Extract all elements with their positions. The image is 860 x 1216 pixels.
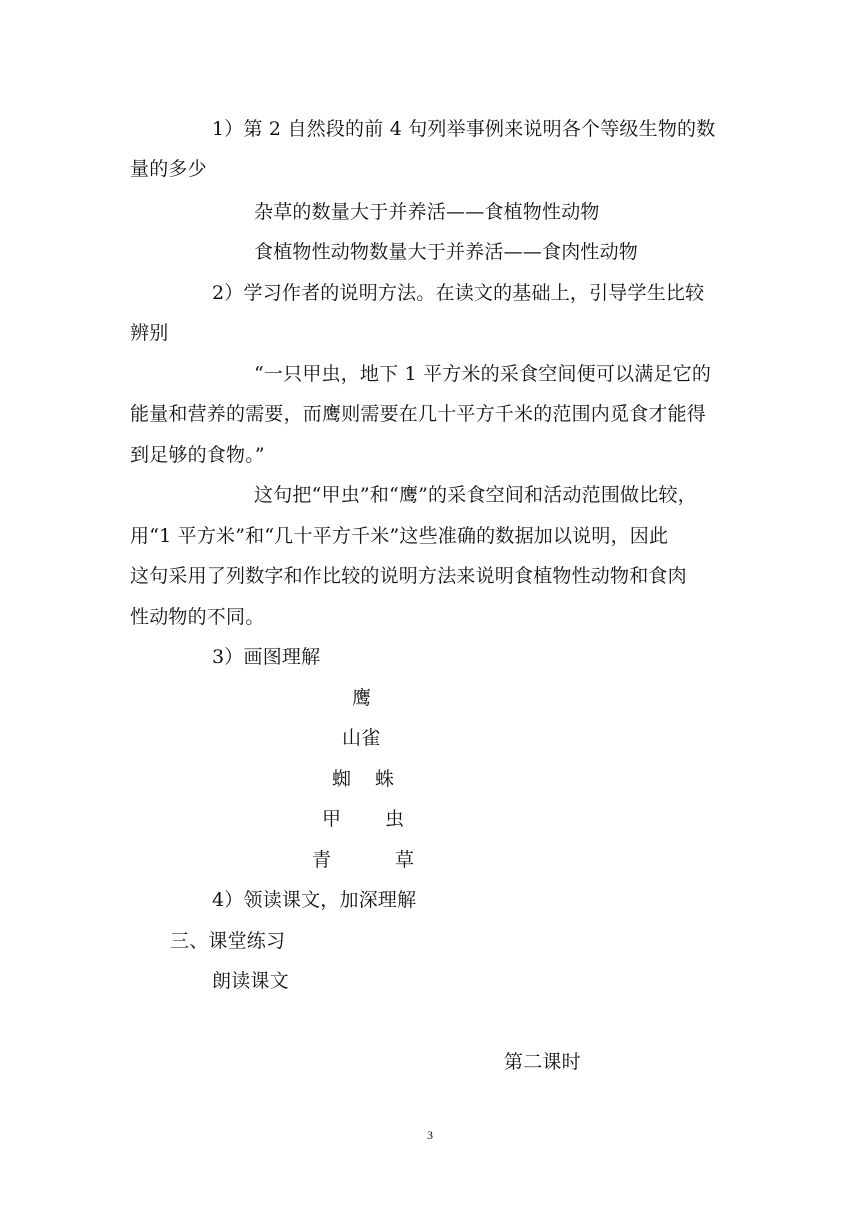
paragraph-2-line-2: 辨别 — [130, 322, 169, 344]
analysis-line-2: 用“1 平方米”和“几十平方千米”这些准确的数据加以说明，因此 — [130, 525, 669, 547]
paragraph-2-line-1: 2）学习作者的说明方法。在读文的基础上，引导学生比较 — [212, 282, 705, 304]
paragraph-1-line-2: 量的多少 — [130, 158, 207, 180]
pyramid-level-5-left: 青 — [312, 849, 332, 871]
pyramid-level-4-right: 虫 — [385, 808, 405, 830]
analysis-line-1: 这句把“甲虫”和“鹰”的采食空间和活动范围做比较， — [254, 484, 697, 506]
example-line-2: 食植物性动物数量大于并养活——食肉性动物 — [254, 241, 639, 263]
pyramid-level-1: 鹰 — [352, 687, 372, 709]
pyramid-level-2: 山雀 — [342, 727, 381, 749]
paragraph-4-heading: 4）领读课文，加深理解 — [212, 889, 417, 911]
pyramid-level-5-right: 草 — [395, 849, 415, 871]
paragraph-1-line-1: 1）第 2 自然段的前 4 句列举事例来说明各个等级生物的数 — [212, 118, 716, 140]
section-heading: 三、课堂练习 — [170, 930, 286, 952]
analysis-line-4: 性动物的不同。 — [130, 606, 265, 628]
next-lesson-title: 第二课时 — [504, 1051, 581, 1073]
pyramid-level-3-right: 蛛 — [375, 768, 395, 790]
analysis-line-3: 这句采用了列数字和作比较的说明方法来说明食植物性动物和食肉 — [130, 565, 687, 587]
quote-line-2: 能量和营养的需要，而鹰则需要在几十平方千米的范围内觅食才能得 — [130, 403, 707, 425]
pyramid-level-3-left: 蜘 — [332, 768, 352, 790]
paragraph-3-heading: 3）画图理解 — [212, 646, 321, 668]
exercise-text: 朗读课文 — [212, 970, 289, 992]
quote-line-3: 到足够的食物。” — [130, 444, 265, 466]
pyramid-level-4-left: 甲 — [322, 808, 342, 830]
quote-line-1: “一只甲虫，地下 1 平方米的采食空间便可以满足它的 — [254, 363, 712, 385]
page-number: 3 — [427, 1128, 433, 1142]
example-line-1: 杂草的数量大于并养活——食植物性动物 — [254, 201, 600, 223]
